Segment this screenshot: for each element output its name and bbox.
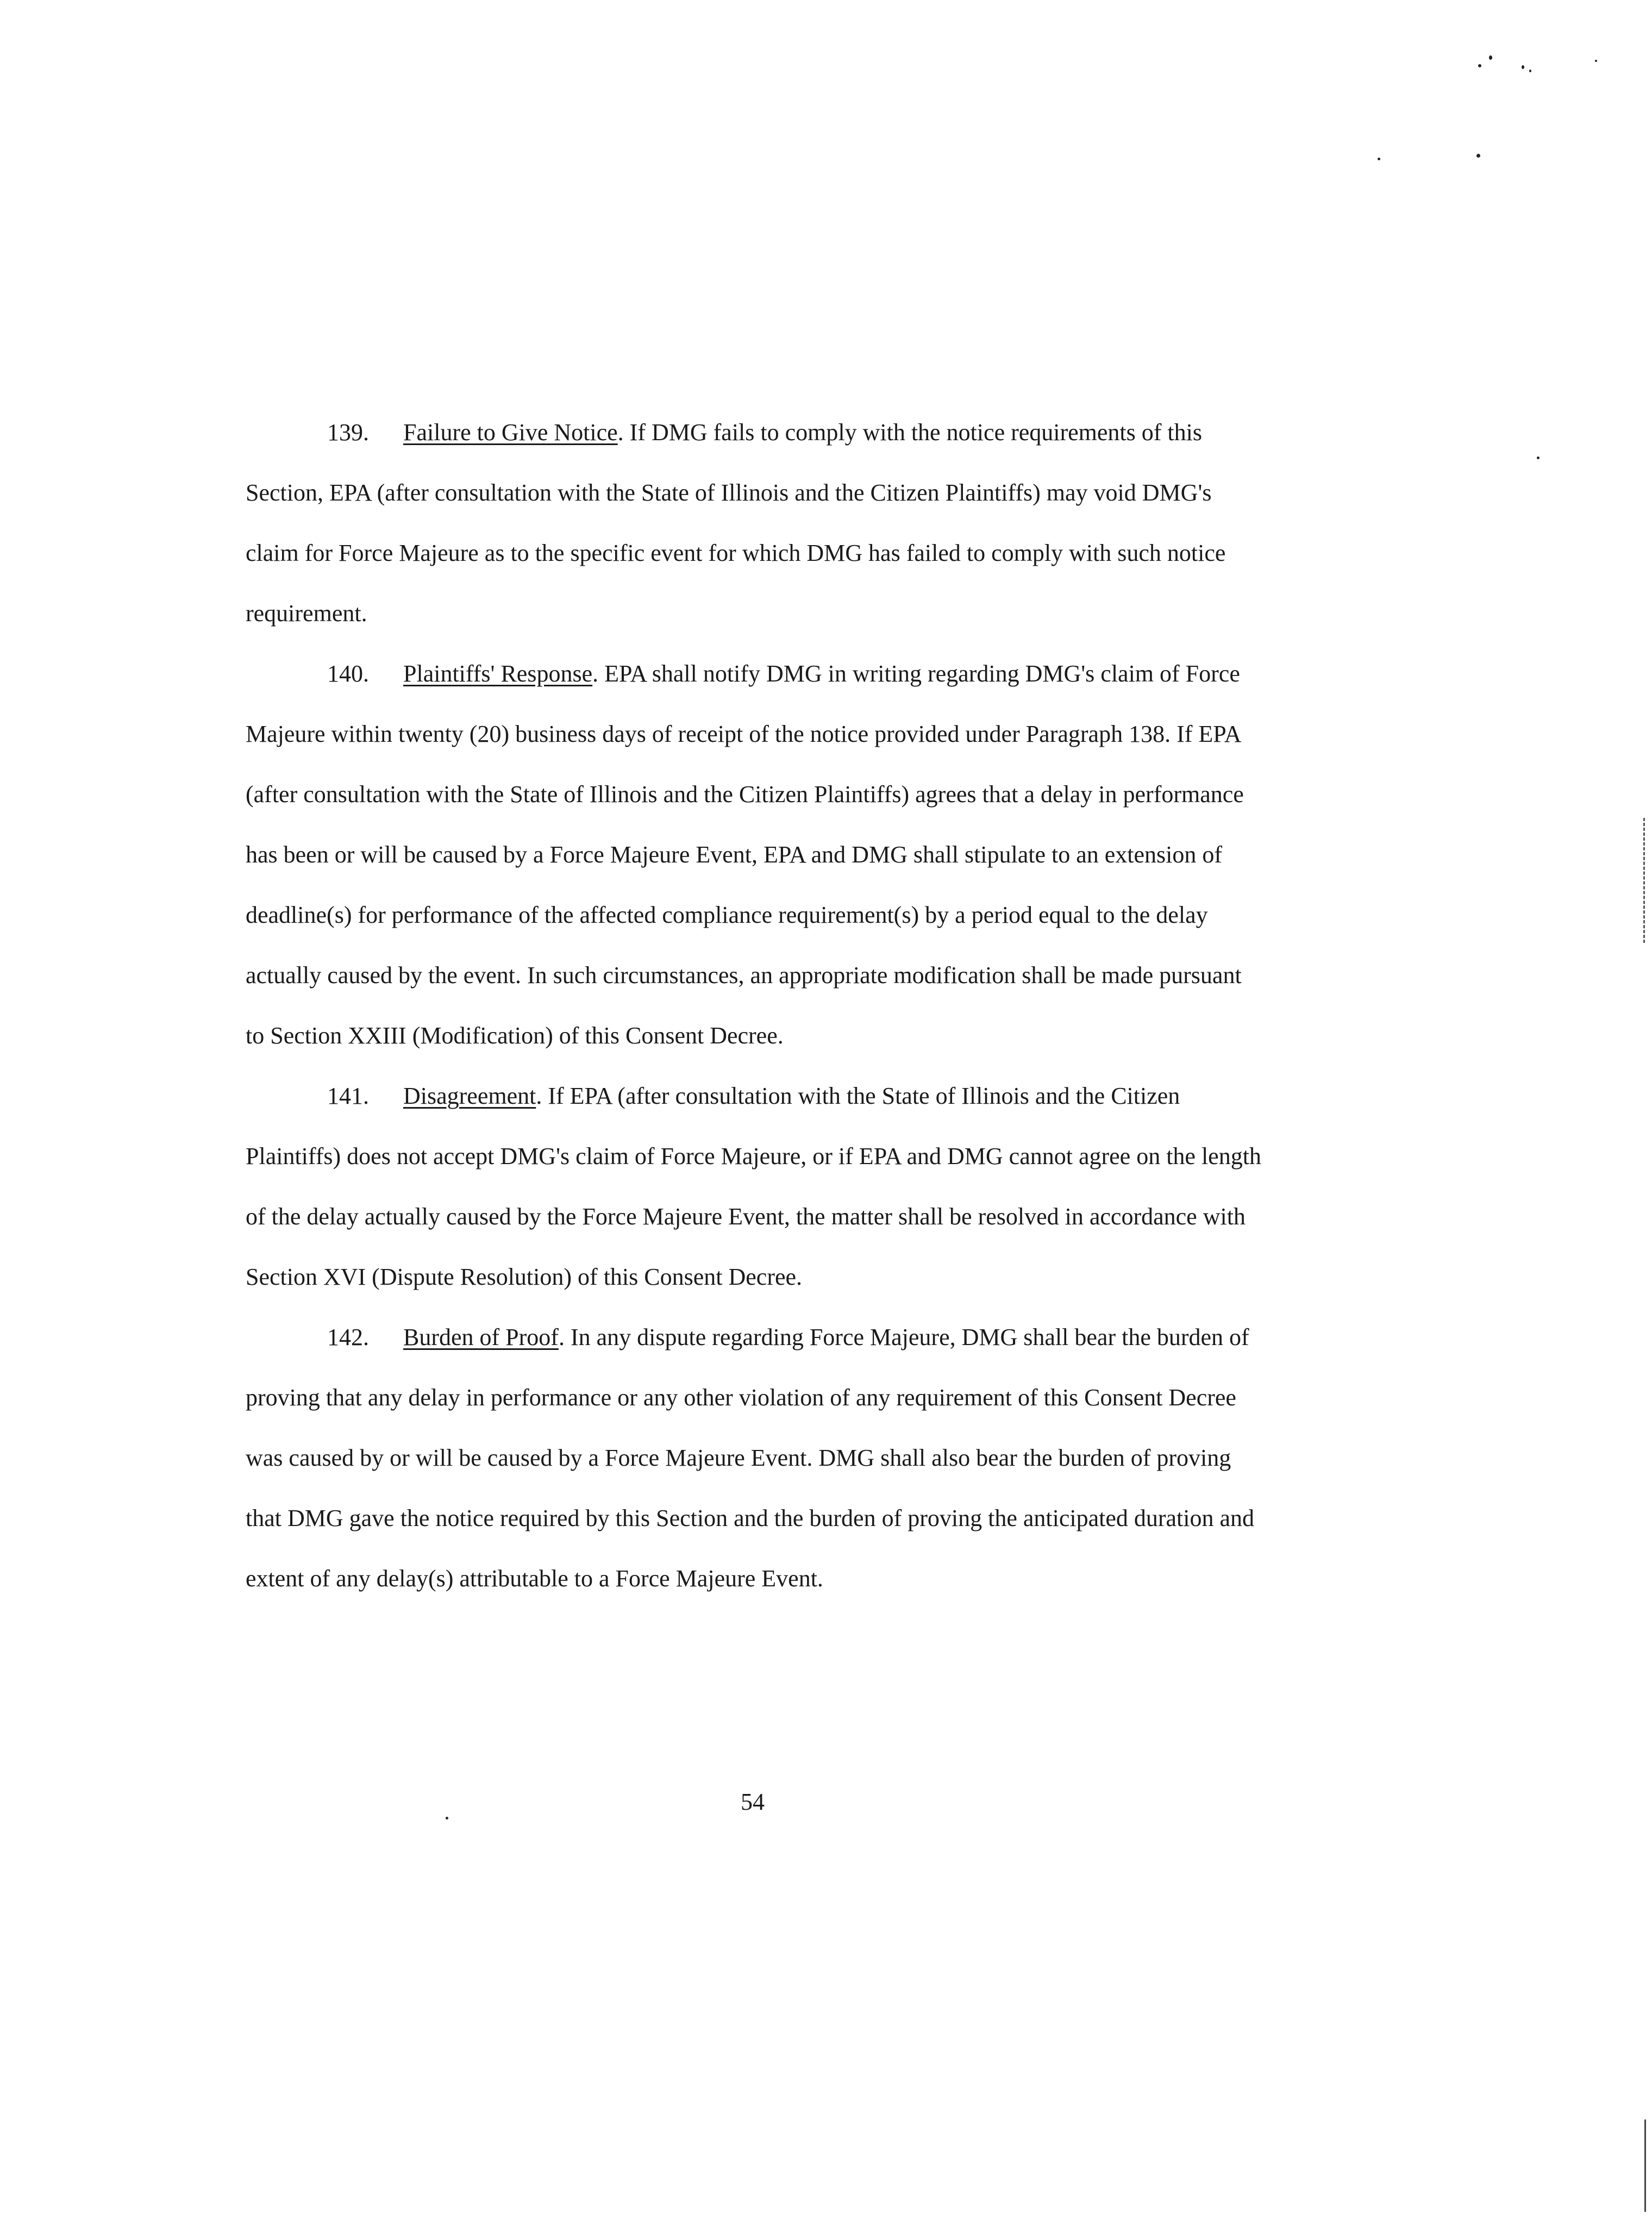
scan-speck xyxy=(1478,64,1481,67)
scan-edge-mark xyxy=(1644,2119,1646,2212)
paragraph-number: 142. xyxy=(327,1324,369,1350)
paragraph-text: . If DMG fails to comply with the notice requirements of this Section, EPA (after consultation with the State of Illinois and the Citizen Plaintiffs) may void DMG's claim for Force Majeure as to the specific event for which DMG has failed to comply with such notice requirement. xyxy=(246,419,1226,627)
paragraph-heading: Plaintiffs' Response xyxy=(403,660,593,687)
paragraph-heading: Disagreement xyxy=(403,1083,536,1109)
paragraph-text: . In any dispute regarding Force Majeure, DMG shall bear the burden of proving that any delay in performance or any other violation of any requirement of this Consent Decree was caused by or will be caused by a Force Majeure Event. DMG shall also bear the burden of proving that DMG gave the notice required by this Section and the burden of proving the anticipated duration and extent of any delay(s) attributable to a Force Majeure Event. xyxy=(246,1324,1255,1592)
scan-speck xyxy=(1378,158,1380,160)
paragraph-140 xyxy=(246,643,1262,1066)
paragraph-142 xyxy=(246,1307,1262,1609)
page-number: 54 xyxy=(741,1789,765,1815)
document-body xyxy=(246,402,1262,1609)
paragraph-text: . If EPA (after consultation with the State of Illinois and the Citizen Plaintiffs) does not accept DMG's claim of Force Majeure, or if EPA and DMG cannot agree on the length of the delay actually caused by the Force Majeure Event, the matter shall be resolved in accordance with Section XVI (Dispute Resolution) of this Consent Decree. xyxy=(246,1083,1261,1290)
scan-speck xyxy=(1537,457,1540,459)
paragraph-text: . EPA shall notify DMG in writing regarding DMG's claim of Force Majeure within twenty (20) business days of receipt of the notice provided under Paragraph 138. If EPA (after consultation with the State of Illinois and the Citizen Plaintiffs) agrees that a delay in performance has been or will be caused by a Force Majeure Event, EPA and DMG shall stipulate to an extension of deadline(s) for performance of the affected compliance requirement(s) by a period equal to the delay actually caused by the event. In such circumstances, an appropriate modification shall be made pursuant to Section XXIII (Modification) of this Consent Decree. xyxy=(246,660,1244,1049)
paragraph-number: 140. xyxy=(327,660,369,687)
scan-speck xyxy=(1476,154,1480,158)
scan-speck xyxy=(1522,65,1524,69)
paragraph-number: 141. xyxy=(327,1083,369,1109)
paragraph-number: 139. xyxy=(327,419,369,446)
scan-speck xyxy=(446,1817,448,1819)
paragraph-heading: Burden of Proof xyxy=(403,1324,559,1350)
paragraph-141 xyxy=(246,1066,1262,1307)
scan-speck xyxy=(1595,60,1597,62)
scan-speck xyxy=(1489,55,1492,60)
scan-edge-mark xyxy=(1643,818,1645,943)
paragraph-139 xyxy=(246,402,1262,643)
scan-speck xyxy=(1529,70,1531,72)
paragraph-heading: Failure to Give Notice xyxy=(403,419,618,446)
